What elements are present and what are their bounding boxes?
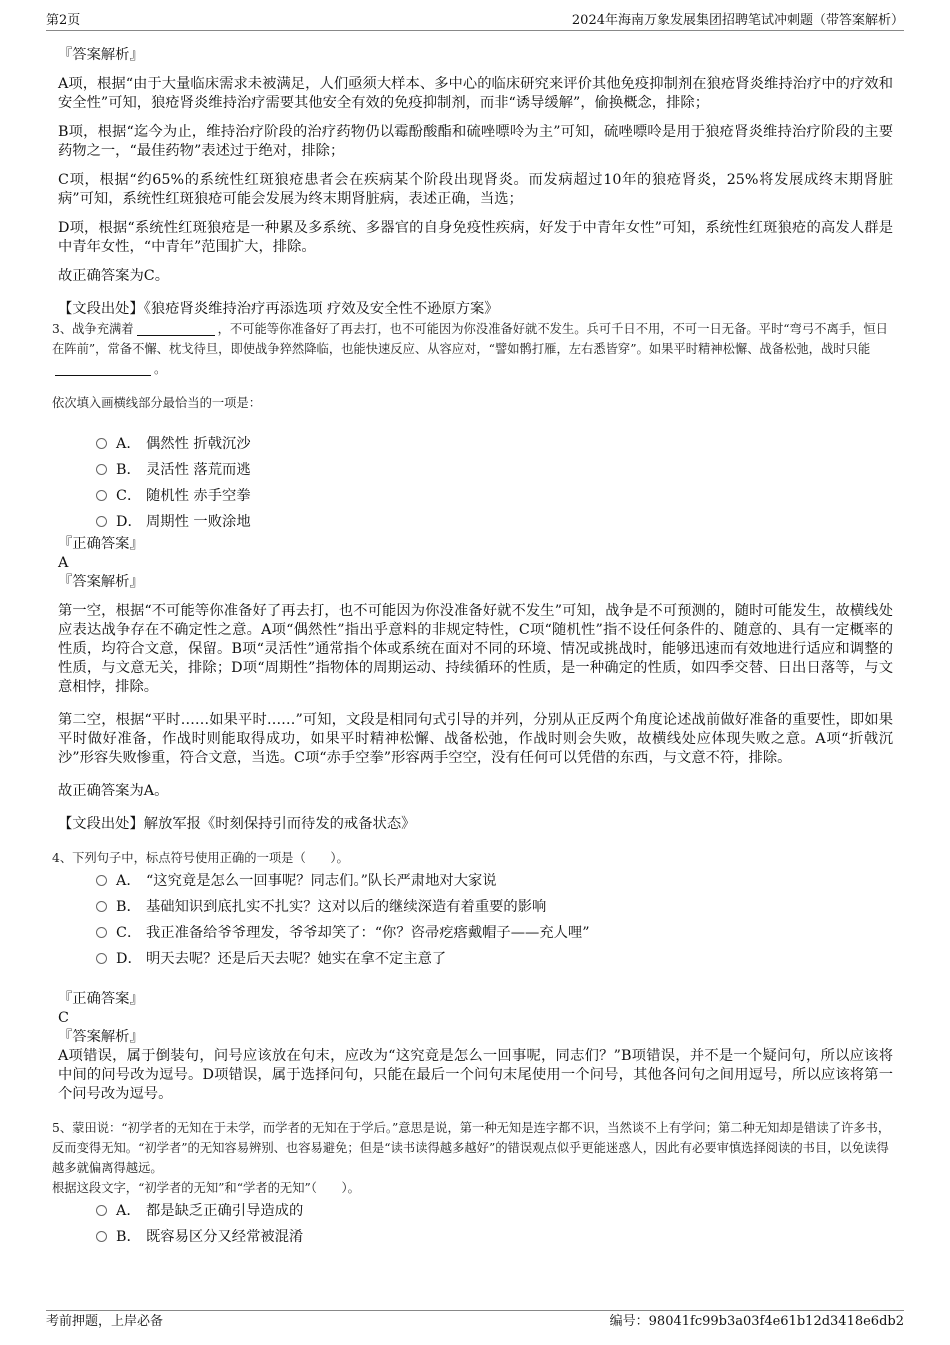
page-number: 第2页: [46, 13, 81, 28]
radio-icon[interactable]: [96, 875, 107, 886]
q3-analysis-label: 『答案解析』: [58, 574, 144, 590]
page-content: [52, 46, 893, 1250]
radio-icon[interactable]: [96, 927, 107, 938]
page-header: [46, 12, 904, 31]
q5-question: 根据这段文字，“初学者的无知”和“学者的无知”（ ）。: [52, 1181, 360, 1195]
q2-analysis-a: A项，根据“由于大量临床需求未被满足，人们亟须大样本、多中心的临床研究来评价其他免疫抑制剂在狼疮肾炎维持治疗中的疗效和安全性”可知，狼疮肾炎维持治疗需要其他安全有效的免疫抑制剂，而非“诱导缓解”，偷换概念，排除；: [58, 76, 893, 111]
q3-conclusion: 故正确答案为A。: [58, 783, 169, 799]
q2-analysis-d: D项，根据“系统性红斑狼疮是一种累及多系统、多器官的自身免疫性疾病，好发于中青年女性”可知，系统性红斑狼疮的高发人群是中青年女性，“中青年”范围扩大，排除。: [58, 220, 893, 255]
q3-option-a[interactable]: A． 偶然性 折戟沉沙: [96, 431, 893, 457]
q2-analysis-c: C项，根据“约65%的系统性红斑狼疮患者会在疾病某个阶段出现肾炎。而发病超过10年的狼疮肾炎，25%将发展成终末期肾脏病”可知，系统性红斑狼疮可能会发展为终末期肾脏病，表述正确，当选；: [58, 172, 893, 207]
q5-options: [58, 1198, 893, 1250]
q3-instruction: 依次填入画横线部分最恰当的一项是：: [52, 396, 262, 410]
q4-answer-label: 『正确答案』: [58, 991, 144, 1007]
q3-stem-part2: ，不可能等你准备好了再去打，也不可能因为你没准备好就不发生。兵可千日不用，不可一日无备。平时“弯弓不离手，恒日在阵前”，常备不懈、枕戈待旦，即使战争猝然降临，也能快速反应、从容应对，“譬如鹘打雁，左右悉皆穿”。如果平时精神松懈、战备松弛，战时只能: [52, 322, 888, 356]
page-footer: [46, 1310, 904, 1331]
radio-icon[interactable]: [96, 438, 107, 449]
radio-icon[interactable]: [96, 1205, 107, 1216]
q4-analysis: A项错误，属于倒装句，问号应该放在句末，应改为“这究竟是怎么一回事呢，同志们？”B项错误，并不是一个疑问句，所以应该将中间的问号改为逗号。D项错误，属于选择问句，只能在最后一个问句末尾使用一个问号，其他各问句之间用逗号，所以应该将第一个问号改为逗号。: [58, 1048, 893, 1102]
radio-icon[interactable]: [96, 490, 107, 501]
radio-icon[interactable]: [96, 1231, 107, 1242]
q4-option-a[interactable]: A． “这究竟是怎么一回事呢？同志们。”队长严肃地对大家说: [96, 868, 893, 894]
q4-option-c[interactable]: C． 我正准备给爷爷理发，爷爷却笑了：“你？咨帚疙瘩戴帽子——充人哩”: [96, 920, 893, 946]
q4-answer: C: [58, 1010, 69, 1026]
q2-source: 【文段出处】《狼疮肾炎维持治疗再添选项 疗效及安全性不逊原方案》: [58, 301, 499, 317]
q3-analysis-blank1: 第一空，根据“不可能等你准备好了再去打，也不可能因为你没准备好就不发生”可知，战争是不可预测的，随时可能发生，故横线处应表达战争存在不确定性之意。A项“偶然性”指出乎意料的非规定特性，C项“随机性”指不设任何条件的、随意的、具有一定概率的性质，均符合文意，保留。B项“灵活性”通常指个体或系统在面对不同的环境、情况或挑战时，能够迅速而有效地进行适应和调整的性质，与文意无关，排除；D项“周期性”指物体的周期运动、持续循环的性质，是一种确定的性质，如四季交替、日出日落等，与文意相悖，排除。: [58, 603, 893, 695]
q2-conclusion: 故正确答案为C。: [58, 268, 170, 284]
q3-analysis-blank2: 第二空，根据“平时……如果平时……”可知，文段是相同句式引导的并列，分别从正反两个角度论述战前做好准备的重要性，即如果平时做好准备，作战时则能取得成功，如果平时精神松懈、战备松弛，作战时则会失败，故横线处应体现失败之意。A项“折戟沉沙”形容失败惨重，符合文意，当选。C项“赤手空拳”形容两手空空，没有任何可以凭借的东西，与文意不符，排除。: [58, 712, 893, 766]
radio-icon[interactable]: [96, 516, 107, 527]
q3-options: [58, 431, 893, 535]
q5-option-b[interactable]: B． 既容易区分又经常被混淆: [96, 1224, 893, 1250]
q3-blank-1: [137, 321, 215, 336]
radio-icon[interactable]: [96, 464, 107, 475]
radio-icon[interactable]: [96, 901, 107, 912]
radio-icon[interactable]: [96, 953, 107, 964]
q3-blank-2: [55, 361, 151, 376]
q4-options: [58, 868, 893, 972]
q4-stem: 4、下列句子中，标点符号使用正确的一项是（ ）。: [52, 851, 349, 865]
q3-source: 【文段出处】解放军报《时刻保持引而待发的戒备状态》: [58, 816, 416, 832]
q4-analysis-label: 『答案解析』: [58, 1029, 144, 1045]
q3-option-b[interactable]: B． 灵活性 落荒而逃: [96, 457, 893, 483]
q5-option-a[interactable]: A． 都是缺乏正确引导造成的: [96, 1198, 893, 1224]
q3-stem: [52, 319, 893, 379]
q3-option-c[interactable]: C． 随机性 赤手空拳: [96, 483, 893, 509]
q4-option-b[interactable]: B． 基础知识到底扎实不扎实？这对以后的继续深造有着重要的影响: [96, 894, 893, 920]
document-title: 2024年海南万象发展集团招聘笔试冲刺题（带答案解析）: [571, 13, 904, 28]
q3-stem-part1: 3、战争充满着: [52, 322, 134, 336]
document-code: 编号：98041fc99b3a03f4e61b12d3418e6db2: [609, 1314, 904, 1329]
q3-answer-label: 『正确答案』: [58, 536, 144, 552]
q4-option-d[interactable]: D． 明天去呢？还是后天去呢？她实在拿不定主意了: [96, 946, 893, 972]
q3-answer: A: [58, 555, 69, 571]
q3-stem-part3: 。: [154, 362, 167, 376]
q2-analysis-label: 『答案解析』: [58, 47, 144, 63]
q5-stem: 5、蒙田说：“初学者的无知在于未学，而学者的无知在于学后。”意思是说，第一种无知是连字都不识，当然谈不上有学问；第二种无知却是错读了许多书，反而变得无知。“初学者”的无知容易辨别、也容易避免；但是“读书读得越多越好”的错误观点似乎更能迷惑人，因此有必要审慎选择阅读的书目，以免读得越多就偏离得越远。: [52, 1121, 891, 1175]
footer-slogan: 考前押题，上岸必备: [46, 1314, 164, 1329]
q3-option-d[interactable]: D． 周期性 一败涂地: [96, 509, 893, 535]
q2-analysis-b: B项，根据“迄今为止，维持治疗阶段的治疗药物仍以霉酚酸酯和硫唑嘌呤为主”可知，硫唑嘌呤是用于狼疮肾炎维持治疗阶段的主要药物之一，“最佳药物”表述过于绝对，排除；: [58, 124, 893, 159]
